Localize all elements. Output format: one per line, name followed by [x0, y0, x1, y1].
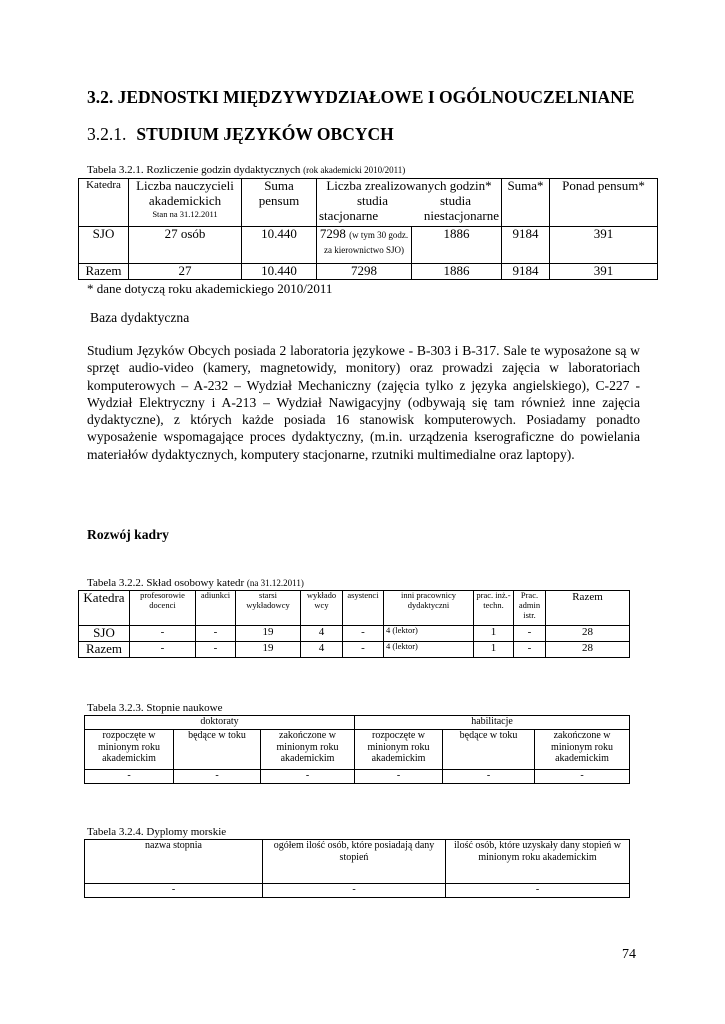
cell: 1886: [412, 264, 502, 280]
table3-header: zakończone w minionym roku akademickim: [261, 730, 355, 770]
table3-group-habilitacje: habilitacje: [355, 716, 630, 730]
table3-header: będące w toku: [443, 730, 535, 770]
header-studia-b: studia: [439, 192, 471, 208]
table2-header: Katedra: [79, 591, 130, 626]
cell: 1: [474, 626, 514, 642]
table4-row: [85, 884, 630, 898]
cell: -: [535, 770, 630, 784]
cell: Razem: [79, 264, 129, 280]
header-pensum-line1: Suma: [264, 178, 294, 193]
table3-header-row: [85, 730, 630, 770]
header-pensum-line2: pensum: [258, 192, 300, 208]
subsection-name: STUDIUM JĘZYKÓW OBCYCH: [136, 124, 394, 144]
table1-caption-text: Tabela 3.2.1. Rozliczenie godzin dydaktycznych: [87, 164, 301, 176]
cell: 1: [474, 641, 514, 657]
cell-stac-value: 7298: [319, 226, 346, 241]
table3-row: [85, 770, 630, 784]
cell: 9184: [502, 264, 550, 280]
baza-paragraph: Studium Języków Obcych posiada 2 laboratoria językowe - B-303 i B-317. Sale te wyposażone są w sprzęt audio-video (kamery, magnetowidy, monitory) oraz prowadzi zajęcia w laboratoriach komputerowych – A-232 – Wydział Mechaniczny (zajęcia tylko z języka angielskiego), C-227 - Wydział Elektryczny i A-213 – Wydział Nawigacyjny (odbywają się tam również inne zajęcia dydaktyczne), z których każde posiada 16 stanowisk komputerowych. Posiadamy ponadto wyposażenie wspomagające proces dydaktyczny, (m.in. urządzenia kserograficzne do powielania materiałów dydaktycznych, komputery stacjonarne, rzutniki multimedialne oraz laptopy).: [87, 343, 640, 462]
table4-header-row: [85, 840, 630, 884]
header-naucz-line1: Liczba nauczycieli: [136, 178, 234, 193]
table1-row-razem: [79, 264, 658, 280]
cell-stac-note: (w tym 30 godz. za kierownictwo SJO): [324, 230, 409, 255]
section-title: 3.2. JEDNOSTKI MIĘDZYWYDZIAŁOWE I OGÓLNOUCZELNIANE: [87, 87, 635, 107]
cell: 28: [546, 626, 630, 642]
table3-header: będące w toku: [174, 730, 261, 770]
cell: -: [514, 641, 546, 657]
cell-stac: [317, 227, 412, 264]
cell: -: [196, 641, 236, 657]
table1-header-ponad: Ponad pensum*: [550, 179, 658, 227]
table1-row-sjo: [79, 227, 658, 264]
cell: 1886: [412, 227, 502, 264]
table4-header: ilość osób, które uzyskały dany stopień w minionym roku akademickim: [446, 840, 630, 884]
table2-header: Razem: [546, 591, 630, 626]
header-studia-a: studia: [357, 192, 389, 208]
table3-group-row: [85, 716, 630, 730]
cell: SJO: [79, 626, 130, 642]
table3-header: rozpoczęte w minionym roku akademickim: [85, 730, 174, 770]
cell: -: [263, 884, 446, 898]
header-naucz-line2: akademickich: [148, 192, 222, 208]
table2-header-row: [79, 591, 630, 626]
table2-header: asystenci: [343, 591, 384, 626]
table2-caption-text: Tabela 3.2.2. Skład osobowy katedr: [87, 577, 245, 589]
table4-caption: Tabela 3.2.4. Dyplomy morskie: [87, 826, 227, 838]
cell: 9184: [502, 227, 550, 264]
header-stac-row: [319, 209, 499, 224]
table2-header: starsi wykładowcy: [236, 591, 301, 626]
table1-header-suma: Suma*: [502, 179, 550, 227]
table1-caption: [87, 164, 405, 176]
cell: -: [355, 770, 443, 784]
cell: 4: [301, 626, 343, 642]
cell: 27: [129, 264, 242, 280]
cell: -: [196, 626, 236, 642]
table1-header-naucz: [129, 179, 242, 227]
cell: Razem: [79, 641, 130, 657]
baza-heading: Baza dydaktyczna: [90, 310, 190, 325]
table3: [84, 715, 630, 784]
cell: 4 (lektor): [384, 641, 474, 657]
cell: -: [130, 626, 196, 642]
table3-group-doktoraty: doktoraty: [85, 716, 355, 730]
table2-header: wykłado wcy: [301, 591, 343, 626]
table1-header-zreal: [317, 179, 502, 227]
header-naucz-note: Stan na 31.12.2011: [152, 208, 218, 219]
cell: 28: [546, 641, 630, 657]
cell: -: [343, 626, 384, 642]
table4: [84, 839, 630, 898]
table2-header: Prac. admin istr.: [514, 591, 546, 626]
table2-header: profesorowie docenci: [130, 591, 196, 626]
table1-footnote: * dane dotyczą roku akademickiego 2010/2011: [87, 281, 333, 296]
cell: 10.440: [242, 227, 317, 264]
table1-header-katedra: Katedra: [79, 179, 129, 227]
header-niestacjonarne: niestacjonarne: [423, 207, 499, 223]
page-number: 74: [622, 947, 636, 962]
subsection-number: 3.2.1.: [87, 124, 127, 144]
subsection-title: [87, 124, 394, 145]
table2-header: prac. inż.-techn.: [474, 591, 514, 626]
table2-row: [79, 641, 630, 657]
cell: 391: [550, 227, 658, 264]
table1-header-row: [79, 179, 658, 227]
table2: [78, 590, 630, 658]
table4-header: nazwa stopnia: [85, 840, 263, 884]
cell: -: [443, 770, 535, 784]
table1-caption-note: (rok akademicki 2010/2011): [303, 165, 406, 175]
cell: -: [130, 641, 196, 657]
table1-header-pensum: [242, 179, 317, 227]
table2-header: inni pracownicy dydaktyczni: [384, 591, 474, 626]
header-stacjonarne: stacjonarne: [319, 207, 379, 223]
cell: -: [174, 770, 261, 784]
table4-header: ogółem ilość osób, które posiadają dany stopień: [263, 840, 446, 884]
rozwoj-heading: Rozwój kadry: [87, 527, 169, 542]
table3-caption: Tabela 3.2.3. Stopnie naukowe: [87, 702, 223, 714]
table2-caption: [87, 577, 304, 589]
cell: -: [85, 884, 263, 898]
table2-row: [79, 626, 630, 642]
cell: 4 (lektor): [384, 626, 474, 642]
cell: 7298: [317, 264, 412, 280]
cell: 4: [301, 641, 343, 657]
cell: -: [514, 626, 546, 642]
cell: -: [261, 770, 355, 784]
cell: 19: [236, 626, 301, 642]
table1: [78, 178, 658, 280]
table3-header: zakończone w minionym roku akademickim: [535, 730, 630, 770]
cell: 391: [550, 264, 658, 280]
cell: 19: [236, 641, 301, 657]
table2-header: adiunkci: [196, 591, 236, 626]
cell: 27 osób: [129, 227, 242, 264]
cell: -: [85, 770, 174, 784]
header-zreal-title: Liczba zrealizowanych godzin*: [326, 178, 492, 193]
cell: -: [446, 884, 630, 898]
cell: 10.440: [242, 264, 317, 280]
cell: -: [343, 641, 384, 657]
table3-header: rozpoczęte w minionym roku akademickim: [355, 730, 443, 770]
cell: SJO: [79, 227, 129, 264]
header-studia-row: [319, 194, 499, 209]
table2-caption-note: (na 31.12.2011): [246, 578, 304, 588]
